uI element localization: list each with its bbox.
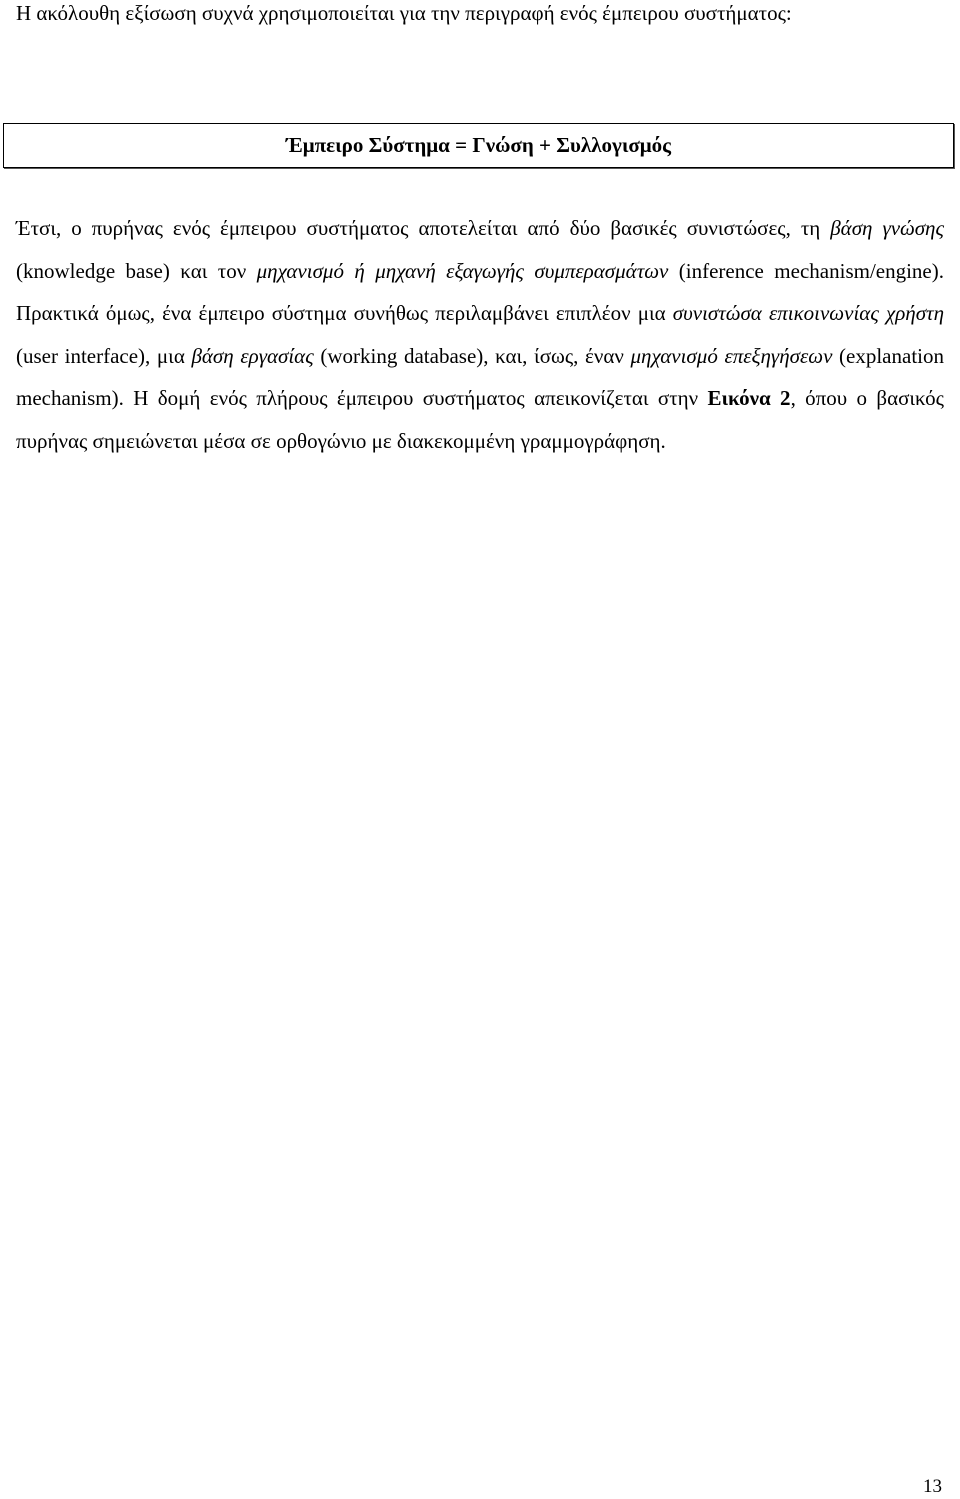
text-span: (inference mechanism/engine). Πρακτικά όμως, ένα έμπειρο σύστημα συνήθως περιλαμβάνει επιπλέον μια xyxy=(16,258,944,325)
figure-reference: Εικόνα 2 xyxy=(707,386,791,410)
term-explanation-mechanism: μηχανισμό επεξηγήσεων xyxy=(630,343,833,368)
intro-paragraph xyxy=(16,0,944,35)
page-number: 13 xyxy=(923,1476,942,1497)
term-inference-engine: μηχανισμό ή μηχανή εξαγωγής συμπερασμάτων xyxy=(256,258,669,283)
term-knowledge-base: βάση γνώσης xyxy=(830,216,944,240)
body-text xyxy=(16,207,944,462)
equation-box xyxy=(3,123,954,168)
term-working-database: βάση εργασίας xyxy=(191,343,314,368)
intro-text: Η ακόλουθη εξίσωση συχνά χρησιμοποιείται για την περιγραφή ενός έμπειρου συστήματος: xyxy=(16,1,792,25)
equation-text: Έμπειρο Σύστημα = Γνώση + Συλλογισμός xyxy=(285,133,672,157)
text-span: (user interface), μια xyxy=(16,343,192,368)
text-span: (explanation mechanism). Η δομή ενός πλήρους έμπειρου συστήματος απεικονίζεται στην xyxy=(16,343,944,410)
text-span: Έτσι, ο πυρήνας ενός έμπειρου συστήματος αποτελείται από δύο βασικές συνιστώσες, τη xyxy=(16,216,831,240)
text-span: , όπου ο βασικός πυρήνας σημειώνεται μέσα σε ορθογώνιο με διακεκομμένη γραμμογράφηση. xyxy=(16,386,944,453)
text-span: (knowledge base) και τον xyxy=(16,258,257,283)
text-span: (working database), και, ίσως, έναν xyxy=(313,343,631,368)
term-user-interface: συνιστώσα επικοινωνίας χρήστη xyxy=(672,301,944,325)
main-paragraph xyxy=(16,207,944,462)
